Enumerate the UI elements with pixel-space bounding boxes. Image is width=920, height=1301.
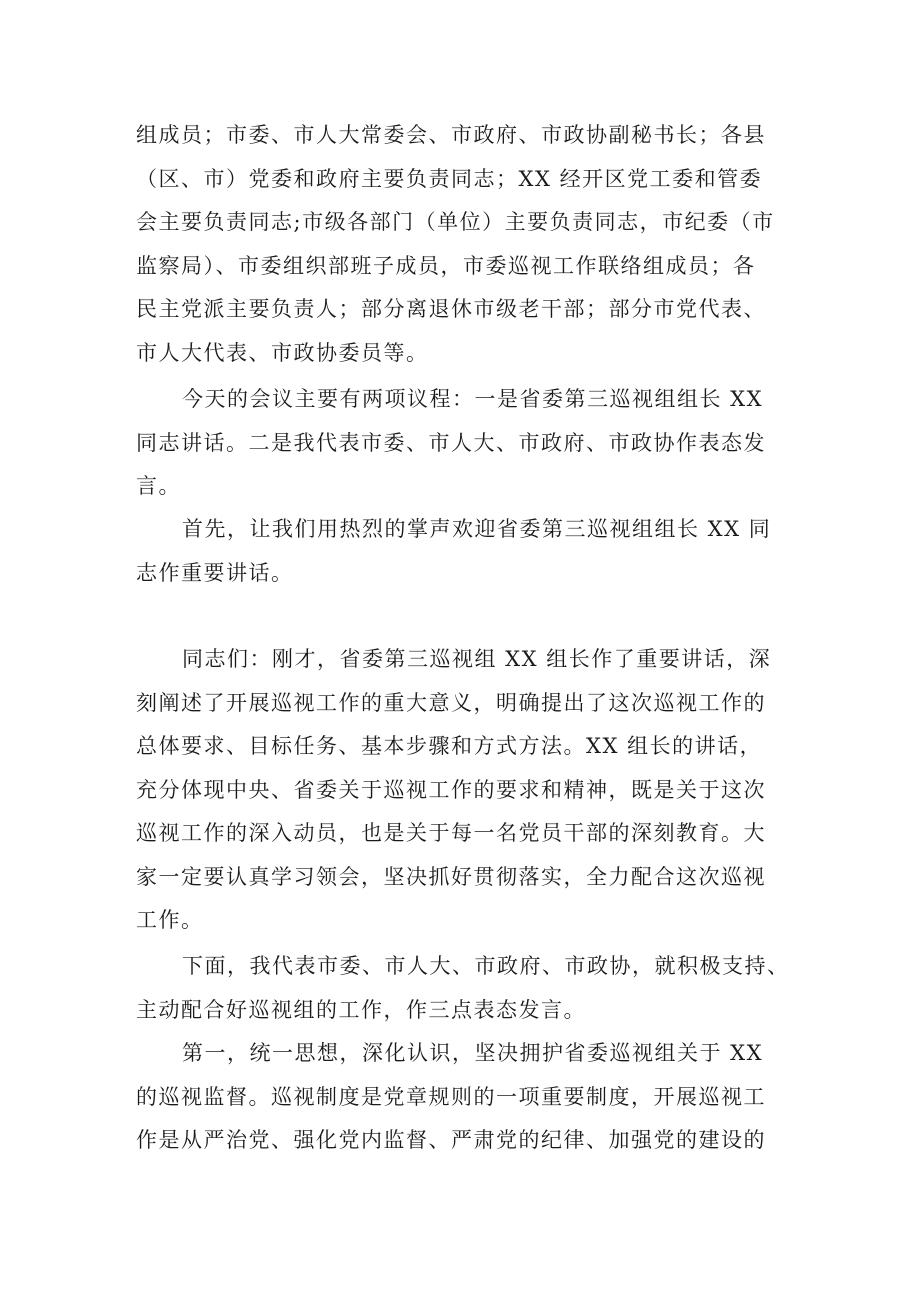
text-line: 会主要负责同志;市级各部门（单位）主要负责同志，市纪委（市 [136, 210, 775, 234]
text-line: 第一，统一思想，深化认识，坚决拥护省委巡视组关于 XX [182, 1041, 764, 1065]
paragraph-agenda [136, 378, 796, 509]
text-line: 巡视工作的深入动员，也是关于每一名党员干部的深刻教育。大 [136, 821, 766, 845]
text-line: 首先，让我们用热烈的掌声欢迎省委第三巡视组组长 XX 同 [182, 517, 772, 541]
text-line: 的巡视监督。巡视制度是党章规则的一项重要制度，开展巡视工 [136, 1084, 766, 1109]
text-line: 言。 [136, 474, 181, 498]
text-line: 作是从严治党、强化党内监督、严肃党的纪律、加强党的建设的 [136, 1128, 766, 1152]
paragraph-statement-intro [136, 945, 796, 1032]
text-line: 监察局）、市委组织部班子成员，市委巡视工作联络组成员；各 [136, 253, 756, 278]
text-line: 工作。 [136, 908, 204, 932]
paragraph-response [136, 638, 796, 943]
text-line: 家一定要认真学习领会，坚决抓好贯彻落实，全力配合这次巡视 [136, 864, 766, 889]
text-line: 刻阐述了开展巡视工作的重大意义，明确提出了这次巡视工作的 [136, 690, 766, 715]
text-line: 组成员；市委、市人大常委会、市政府、市政协副秘书长；各县 [136, 123, 766, 147]
paragraph-point-one [136, 1032, 796, 1163]
text-line: 同志们：刚才，省委第三巡视组 XX 组长作了重要讲话，深 [182, 647, 772, 671]
paragraph-welcome [136, 508, 796, 595]
paragraph-attendees [136, 114, 796, 375]
text-line: 今天的会议主要有两项议程：一是省委第三巡视组组长 XX [182, 387, 764, 411]
text-line: 下面，我代表市委、市人大、市政府、市政协，就积极支持、 [182, 954, 790, 978]
text-line: 主动配合好巡视组的工作，作三点表态发言。 [136, 997, 586, 1022]
text-line: 民主党派主要负责人；部分离退休市级老干部；部分市党代表、 [136, 297, 766, 321]
text-line: 市人大代表、市政协委员等。 [136, 340, 429, 365]
text-line: （区、市）党委和政府主要负责同志；XX 经开区党工委和管委 [136, 166, 763, 191]
text-line: 总体要求、目标任务、基本步骤和方式方法。XX 组长的讲话， [136, 734, 763, 758]
text-line: 志作重要讲话。 [136, 560, 294, 585]
text-line: 充分体现中央、省委关于巡视工作的要求和精神，既是关于这次 [136, 777, 766, 802]
text-line: 同志讲话。二是我代表市委、市人大、市政府、市政协作表态发 [136, 430, 766, 455]
